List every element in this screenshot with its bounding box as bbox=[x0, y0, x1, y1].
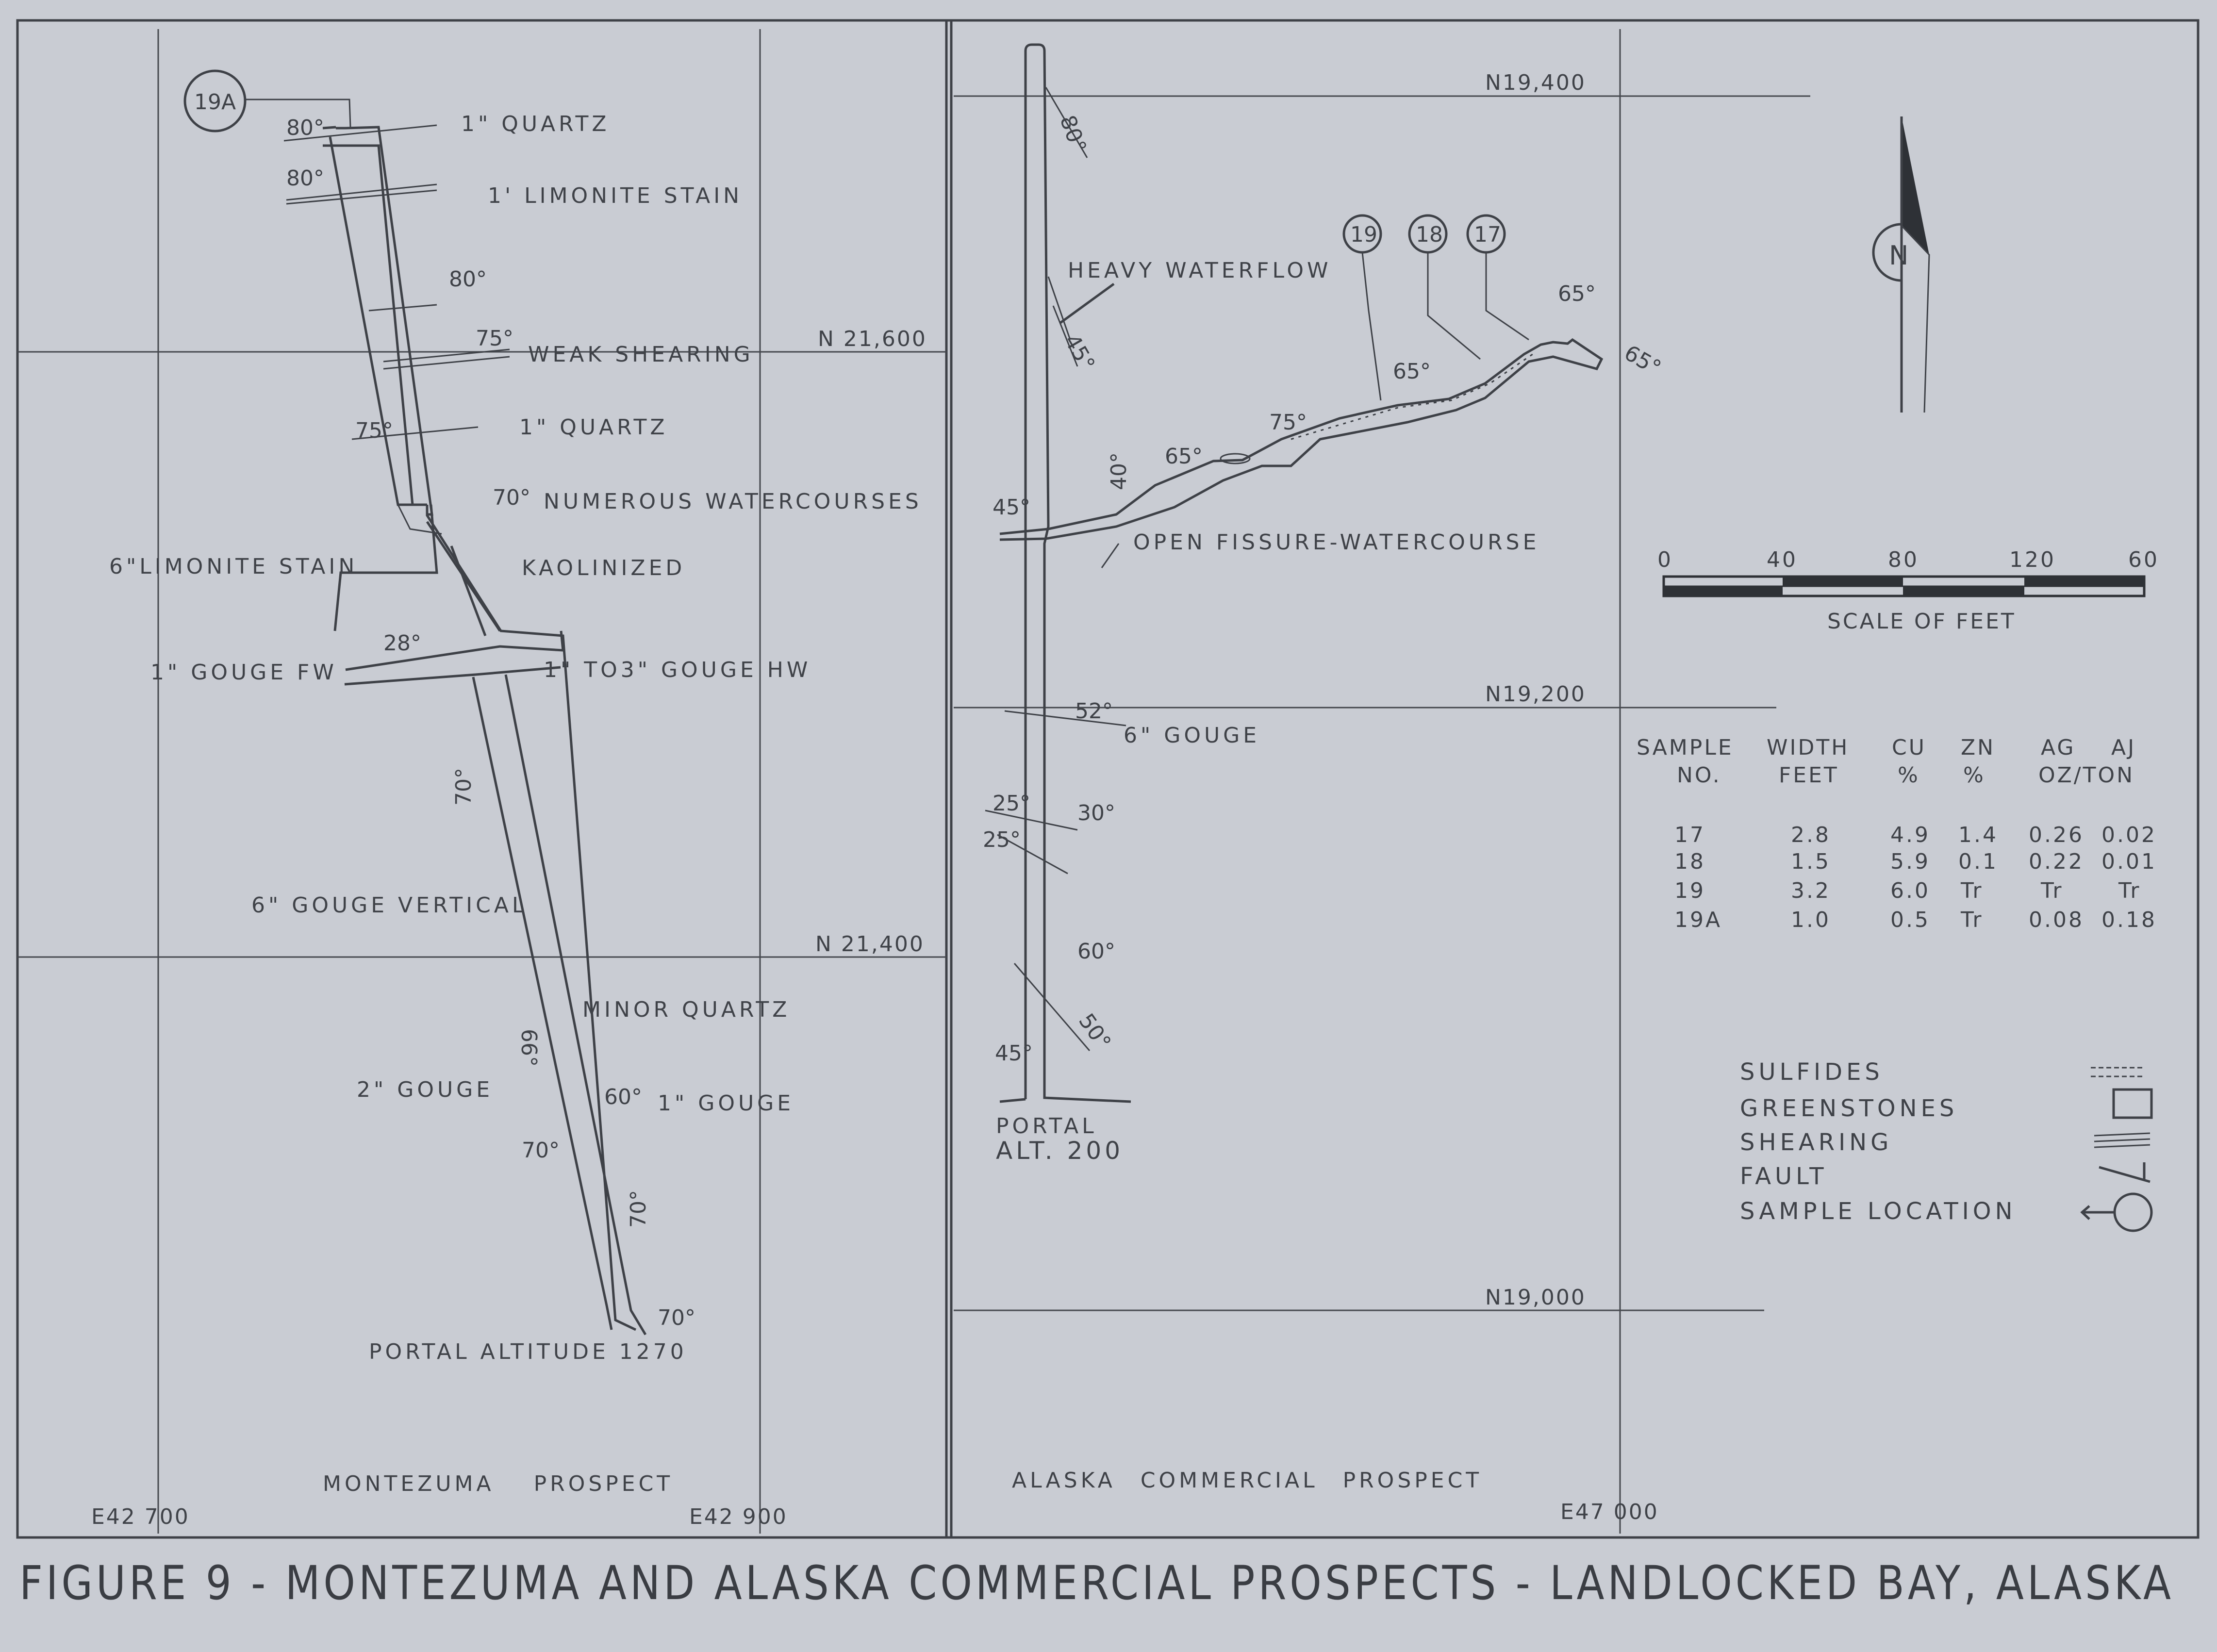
dip-annotation: 75° bbox=[355, 418, 393, 443]
label-1in-quartz-top: 1" QUARTZ bbox=[461, 112, 610, 136]
legend-shearing: SHEARING bbox=[1740, 1129, 1893, 1156]
label-alaska-commercial-prospect: ALASKA COMMERCIAL PROSPECT bbox=[1012, 1468, 1483, 1493]
label-1in-gouge: 1" GOUGE bbox=[658, 1091, 794, 1116]
dip-annotation: 70° bbox=[658, 1305, 695, 1330]
svg-text:OZ/TON: OZ/TON bbox=[2038, 763, 2135, 788]
legend-sulfides: SULFIDES bbox=[1740, 1058, 1884, 1086]
montezuma-tunnel bbox=[323, 127, 645, 1335]
svg-text:18: 18 bbox=[1416, 222, 1443, 247]
svg-text:19: 19 bbox=[1674, 878, 1705, 903]
dip-annotation: 30° bbox=[1077, 801, 1115, 826]
grid-label-n21600: N 21,600 bbox=[818, 327, 927, 351]
dip-annotation: 80° bbox=[286, 166, 324, 191]
montezuma-map bbox=[17, 29, 946, 1534]
dip-annotation: 45° bbox=[1059, 330, 1100, 376]
alaska-crosscut bbox=[1000, 340, 1602, 540]
shearing-symbol-icon bbox=[2094, 1133, 2150, 1147]
svg-text:17: 17 bbox=[1474, 222, 1501, 247]
dip-annotation: 80° bbox=[449, 267, 487, 292]
legend-greenstones: GREENSTONES bbox=[1740, 1095, 1958, 1122]
svg-text:AG: AG bbox=[2041, 735, 2076, 760]
grid-label-n21400: N 21,400 bbox=[815, 932, 925, 957]
label-6in-gouge: 6" GOUGE bbox=[1124, 723, 1260, 748]
figure-title: FIGURE 9 - MONTEZUMA AND ALASKA COMMERCIAL PROSPECTS - LANDLOCKED BAY, ALASKA bbox=[19, 1556, 2174, 1610]
svg-text:2.8: 2.8 bbox=[1791, 823, 1831, 847]
svg-text:1.5: 1.5 bbox=[1791, 849, 1831, 874]
table-row bbox=[1674, 908, 2157, 932]
label-1in-quartz-mid: 1" QUARTZ bbox=[519, 415, 668, 440]
legend-sample-location: SAMPLE LOCATION bbox=[1740, 1198, 2017, 1225]
label-gouge-hw: 1" TO3" GOUGE HW bbox=[544, 658, 811, 682]
svg-text:19A: 19A bbox=[1674, 908, 1722, 932]
dip-annotation: 60° bbox=[604, 1085, 642, 1109]
svg-text:19A: 19A bbox=[194, 90, 236, 115]
sulfides-symbol-icon bbox=[2091, 1068, 2145, 1076]
svg-text:%: % bbox=[1898, 763, 1920, 788]
svg-text:40: 40 bbox=[1767, 547, 1798, 572]
label-6in-limonite: 6"LIMONITE STAIN bbox=[109, 554, 358, 579]
legend bbox=[1740, 1058, 2151, 1231]
grid-label-e42900: E42 900 bbox=[689, 1504, 788, 1529]
svg-text:AJ: AJ bbox=[2111, 735, 2136, 760]
svg-text:SAMPLE: SAMPLE bbox=[1637, 735, 1734, 760]
dip-annotation: 65° bbox=[1165, 444, 1203, 469]
dip-annotation: 52° bbox=[1075, 699, 1113, 724]
scale-caption: SCALE OF FEET bbox=[1827, 609, 2016, 634]
svg-text:FEET: FEET bbox=[1779, 763, 1839, 788]
dip-annotation: 65° bbox=[1558, 281, 1596, 306]
svg-text:1.4: 1.4 bbox=[1958, 823, 1998, 847]
table-row bbox=[1674, 878, 2141, 903]
svg-text:0.26: 0.26 bbox=[2029, 823, 2084, 847]
svg-text:Tr: Tr bbox=[2118, 878, 2141, 903]
label-portal-alt: ALT. 200 bbox=[996, 1137, 1124, 1165]
svg-text:6.0: 6.0 bbox=[1890, 878, 1930, 903]
svg-text:80: 80 bbox=[1888, 547, 1919, 572]
label-1ft-limonite: 1' LIMONITE STAIN bbox=[488, 183, 743, 208]
assay-table bbox=[1637, 735, 2157, 932]
dip-annotation: 75° bbox=[476, 326, 513, 351]
svg-text:1.0: 1.0 bbox=[1791, 908, 1831, 932]
dip-annotation: 66° bbox=[516, 1029, 541, 1067]
dip-annotation: 45° bbox=[993, 495, 1030, 520]
grid-label-n19000: N19,000 bbox=[1485, 1285, 1586, 1310]
svg-text:19: 19 bbox=[1350, 222, 1377, 247]
dip-annotation: 40° bbox=[1107, 452, 1131, 490]
label-numerous-watercourses: NUMEROUS WATERCOURSES bbox=[544, 489, 922, 514]
svg-text:0: 0 bbox=[1657, 547, 1673, 572]
svg-text:ZN: ZN bbox=[1961, 735, 1996, 760]
label-2in-gouge: 2" GOUGE bbox=[357, 1077, 494, 1102]
svg-text:4.9: 4.9 bbox=[1890, 823, 1930, 847]
dip-annotation: 25° bbox=[983, 827, 1021, 852]
label-1in-gouge-fw: 1" GOUGE FW bbox=[150, 660, 337, 685]
svg-text:WIDTH: WIDTH bbox=[1767, 735, 1850, 760]
dip-annotation: 80° bbox=[286, 116, 324, 140]
svg-text:120: 120 bbox=[2009, 547, 2056, 572]
label-heavy-waterflow: HEAVY WATERFLOW bbox=[1068, 258, 1332, 283]
dip-annotation: 70° bbox=[522, 1138, 560, 1163]
grid-label-e47000: E47 000 bbox=[1560, 1500, 1659, 1524]
dip-annotation: 70° bbox=[451, 768, 476, 806]
svg-text:0.08: 0.08 bbox=[2029, 908, 2084, 932]
label-kaolinized: KAOLINIZED bbox=[522, 556, 686, 580]
dip-annotation: 45° bbox=[995, 1041, 1033, 1066]
label-portal: PORTAL bbox=[996, 1114, 1097, 1139]
dip-annotation: 65° bbox=[1620, 340, 1665, 381]
svg-text:CU: CU bbox=[1892, 735, 1926, 760]
svg-text:5.9: 5.9 bbox=[1890, 849, 1930, 874]
dip-annotation: 50° bbox=[1074, 1009, 1116, 1055]
scale-bar bbox=[1657, 547, 2159, 634]
table-row bbox=[1674, 823, 2157, 847]
label-weak-shearing: WEAK SHEARING bbox=[528, 342, 754, 367]
svg-text:0.18: 0.18 bbox=[2101, 908, 2157, 932]
svg-text:%: % bbox=[1963, 763, 1985, 788]
svg-text:0.22: 0.22 bbox=[2029, 849, 2084, 874]
legend-fault: FAULT bbox=[1740, 1163, 1828, 1190]
dip-annotation: 80° bbox=[1055, 112, 1092, 156]
dip-annotation: 75° bbox=[1269, 410, 1307, 435]
svg-text:18: 18 bbox=[1674, 849, 1705, 874]
dip-annotation: 70° bbox=[493, 485, 530, 510]
svg-text:0.1: 0.1 bbox=[1958, 849, 1998, 874]
svg-text:Tr: Tr bbox=[1961, 878, 1984, 903]
label-portal-altitude: PORTAL ALTITUDE 1270 bbox=[369, 1339, 687, 1364]
svg-text:0.02: 0.02 bbox=[2101, 823, 2157, 847]
sample-location-symbol-icon bbox=[2082, 1194, 2151, 1231]
grid-label-n19200: N19,200 bbox=[1485, 682, 1586, 707]
svg-text:Tr: Tr bbox=[1961, 908, 1984, 932]
svg-text:0.5: 0.5 bbox=[1890, 908, 1930, 932]
svg-text:17: 17 bbox=[1674, 823, 1705, 847]
svg-text:NO.: NO. bbox=[1677, 763, 1721, 788]
table-row bbox=[1674, 849, 2157, 874]
greenstones-symbol-icon bbox=[2114, 1090, 2151, 1118]
svg-text:0.01: 0.01 bbox=[2101, 849, 2157, 874]
dip-annotation: 65° bbox=[1393, 359, 1431, 384]
dip-annotation: 70° bbox=[626, 1190, 651, 1228]
dip-annotation: 60° bbox=[1077, 939, 1115, 964]
label-6in-gouge-vertical: 6" GOUGE VERTICAL bbox=[251, 893, 528, 918]
label-montezuma-prospect: MONTEZUMA PROSPECT bbox=[323, 1471, 674, 1496]
svg-text:Tr: Tr bbox=[2041, 878, 2064, 903]
fault-symbol-icon bbox=[2099, 1162, 2150, 1182]
dip-annotation: 28° bbox=[383, 631, 421, 656]
grid-label-n19400: N19,400 bbox=[1485, 70, 1586, 95]
label-open-fissure: OPEN FISSURE-WATERCOURSE bbox=[1133, 530, 1540, 555]
svg-text:3.2: 3.2 bbox=[1791, 878, 1831, 903]
north-arrow-icon bbox=[1873, 116, 1929, 413]
dip-annotation: 25° bbox=[993, 791, 1030, 816]
label-minor-quartz: MINOR QUARTZ bbox=[582, 997, 791, 1022]
svg-text:N: N bbox=[1889, 240, 1909, 271]
svg-text:60: 60 bbox=[2128, 547, 2159, 572]
grid-label-e42700: E42 700 bbox=[91, 1504, 190, 1529]
